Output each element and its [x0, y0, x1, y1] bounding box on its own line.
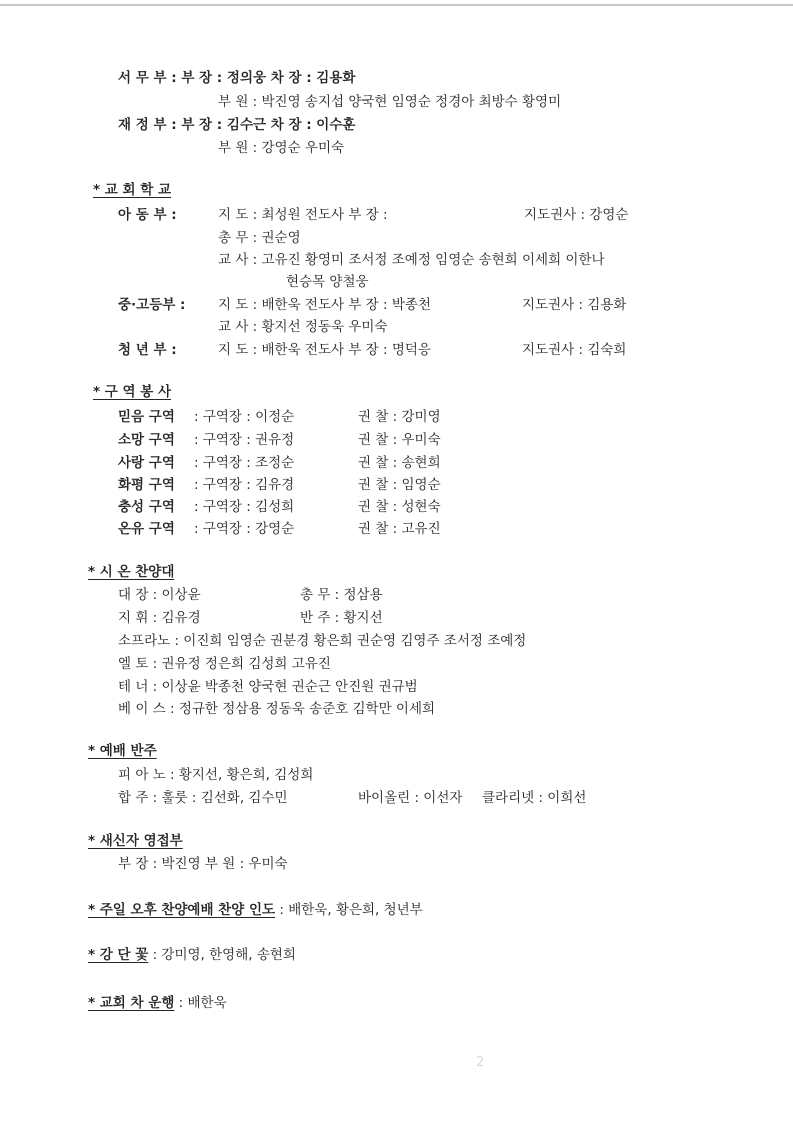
- districts-heading: * 구 역 봉 사: [93, 384, 172, 400]
- district-leader: : 구역장 : 조정순: [194, 455, 295, 471]
- finance-line-1: 재 정 부 : 부 장 : 김수근 차 장 : 이수훈: [118, 117, 356, 133]
- choir-bass: 베 이 스 : 정규한 정삼용 정동욱 송준호 김학만 이세희: [118, 701, 436, 717]
- district-name: 화평 구역: [118, 477, 175, 493]
- finance-line-2: 부 원 : 강영순 우미숙: [218, 140, 345, 156]
- accompaniment-ensemble: 합 주 : 훌룻 : 김선화, 김수민: [118, 790, 288, 806]
- choir-general: 총 무 : 정삼용: [300, 587, 383, 603]
- choir-accompanist: 반 주 : 황지선: [300, 610, 383, 626]
- admin-line-1: 서 무 부 : 부 장 : 정의웅 차 장 : 김용화: [118, 70, 356, 86]
- district-name: 소망 구역: [118, 432, 175, 448]
- choir-tenor: 테 너 : 이상윤 박종천 양국현 권순근 안진원 권규범: [118, 679, 418, 695]
- children-teacher-rep: 지도권사 : 강영순: [524, 207, 629, 223]
- sunday-praise-line: [88, 901, 423, 919]
- sunday-praise-heading: * 주일 오후 찬양예배 찬양 인도: [88, 902, 276, 918]
- youth-teacher-rep: 지도권사 : 김용화: [522, 297, 627, 313]
- youth-dept-label: 중·고등부 :: [118, 297, 186, 313]
- district-name: 온유 구역: [118, 521, 175, 537]
- church-car-line: [88, 994, 227, 1012]
- altar-flowers-line: [88, 946, 296, 964]
- district-exhorter: 권 찰 : 고유진: [358, 521, 441, 537]
- district-name: 사랑 구역: [118, 455, 175, 471]
- young-adult-teacher-rep: 지도권사 : 김숙희: [522, 342, 627, 358]
- newcomer-line: 부 장 : 박진영 부 원 : 우미숙: [118, 856, 288, 872]
- youth-teachers: 교 사 : 황지선 정동욱 우미숙: [218, 319, 388, 335]
- district-leader: : 구역장 : 이정순: [194, 409, 295, 425]
- children-dept-line: 지 도 : 최성원 전도사 부 장 :: [218, 207, 388, 223]
- altar-flowers-value: : 강미영, 한영해, 송현희: [148, 947, 296, 963]
- children-teachers: 교 사 : 고유진 황영미 조서정 조예정 임영순 송현희 이세희 이한나: [218, 252, 605, 268]
- sunday-praise-value: : 배한욱, 황은희, 청년부: [275, 902, 423, 918]
- newcomer-heading: * 새신자 영접부: [88, 833, 183, 849]
- choir-leader: 대 장 : 이상윤: [118, 587, 201, 603]
- district-name: 믿음 구역: [118, 409, 175, 425]
- choir-soprano: 소프라노 : 이진희 임영순 권분경 황은희 권순영 김영주 조서정 조예정: [118, 633, 527, 649]
- district-exhorter: 권 찰 : 우미숙: [358, 432, 441, 448]
- accompaniment-heading: * 예배 반주: [88, 743, 157, 759]
- district-leader: : 구역장 : 김성희: [194, 499, 295, 515]
- accompaniment-piano: 피 아 노 : 황지선, 황은희, 김성희: [118, 767, 314, 783]
- district-name: 충성 구역: [118, 499, 175, 515]
- young-adult-dept-label: 청 년 부 :: [118, 342, 177, 358]
- young-adult-dept-line: 지 도 : 배한욱 전도사 부 장 : 명덕응: [218, 342, 431, 358]
- district-exhorter: 권 찰 : 송현희: [358, 455, 441, 471]
- altar-flowers-heading: * 강 단 꽃: [88, 947, 149, 963]
- children-teachers-cont: 현승목 양철웅: [286, 274, 369, 290]
- district-leader: : 구역장 : 김유경: [194, 477, 295, 493]
- district-leader: : 구역장 : 권유정: [194, 432, 295, 448]
- page-number: 2: [476, 1055, 485, 1070]
- children-dept-label: 아 동 부 :: [118, 207, 177, 223]
- choir-conductor: 지 휘 : 김유경: [118, 610, 201, 626]
- youth-dept-line: 지 도 : 배한욱 전도사 부 장 : 박종천: [218, 297, 431, 313]
- choir-alto: 엘 토 : 권유정 정은희 김성희 고유진: [118, 656, 331, 672]
- children-general: 총 무 : 권순영: [218, 230, 301, 246]
- accompaniment-violin: 바이올린 : 이선자: [358, 790, 463, 806]
- district-exhorter: 권 찰 : 임영순: [358, 477, 441, 493]
- district-exhorter: 권 찰 : 강미영: [358, 409, 441, 425]
- church-school-heading: * 교 회 학 교: [93, 182, 172, 198]
- choir-heading: * 시 온 찬양대: [88, 564, 175, 580]
- district-leader: : 구역장 : 강영순: [194, 521, 295, 537]
- accompaniment-clarinet: 클라리넷 : 이희선: [482, 790, 587, 806]
- top-border-line: [0, 4, 793, 6]
- district-exhorter: 권 찰 : 성현숙: [358, 499, 441, 515]
- admin-line-2: 부 원 : 박진영 송지섭 양국현 임영순 정경아 최방수 황영미: [218, 94, 562, 110]
- church-car-heading: * 교회 차 운행: [88, 995, 175, 1011]
- church-car-value: : 배한욱: [174, 995, 227, 1011]
